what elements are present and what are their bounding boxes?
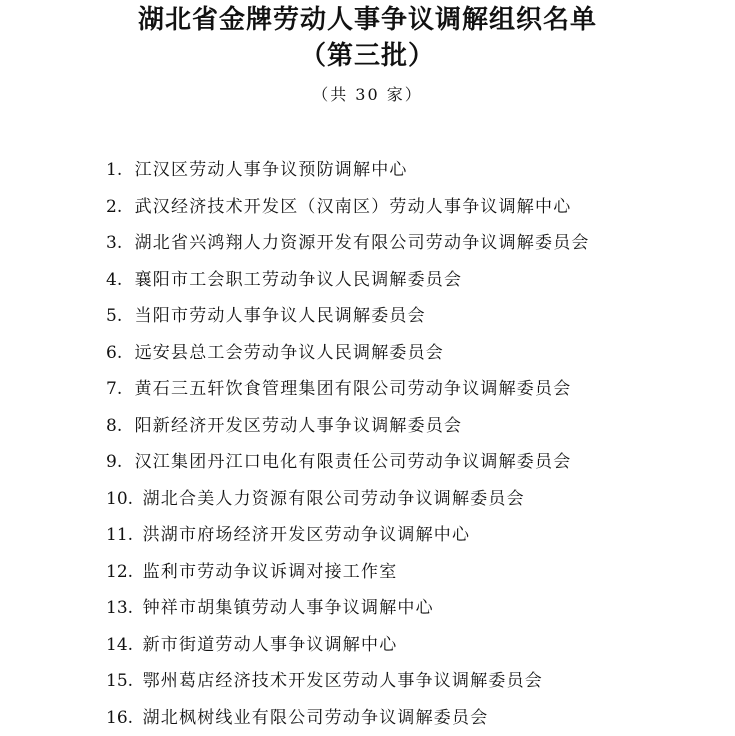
list-item: [106, 262, 590, 299]
list-item: [106, 700, 590, 736]
item-number: 14.: [106, 627, 136, 664]
item-number: 5.: [106, 298, 128, 335]
list-item: [106, 408, 590, 445]
item-name: 监利市劳动争议诉调对接工作室: [143, 562, 398, 582]
list-item: [106, 663, 590, 700]
item-number: 11.: [106, 517, 136, 554]
list-item: [106, 444, 590, 481]
item-number: 3.: [106, 225, 128, 262]
total-count: （共 30 家）: [0, 84, 735, 106]
item-name: 当阳市劳动人事争议人民调解委员会: [135, 306, 426, 326]
list-item: [106, 517, 590, 554]
list-item: [106, 590, 590, 627]
item-name: 湖北省兴鸿翔人力资源开发有限公司劳动争议调解委员会: [135, 233, 590, 253]
item-number: 10.: [106, 481, 136, 518]
item-number: 2.: [106, 189, 128, 226]
item-name: 湖北合美人力资源有限公司劳动争议调解委员会: [143, 489, 525, 509]
item-name: 新市街道劳动人事争议调解中心: [143, 635, 398, 655]
item-name: 洪湖市府场经济开发区劳动争议调解中心: [143, 525, 471, 545]
list-item: [106, 189, 590, 226]
item-name: 武汉经济技术开发区（汉南区）劳动人事争议调解中心: [135, 197, 572, 217]
page-subtitle: （第三批）: [0, 40, 735, 72]
page-title: 湖北省金牌劳动人事争议调解组织名单: [0, 4, 735, 36]
list-item: [106, 371, 590, 408]
list-item: [106, 481, 590, 518]
item-name: 汉江集团丹江口电化有限责任公司劳动争议调解委员会: [135, 452, 572, 472]
organization-list: [106, 152, 590, 736]
list-item: [106, 152, 590, 189]
list-item: [106, 298, 590, 335]
item-name: 鄂州葛店经济技术开发区劳动人事争议调解委员会: [143, 671, 543, 691]
item-number: 7.: [106, 371, 128, 408]
item-number: 4.: [106, 262, 128, 299]
item-number: 1.: [106, 152, 128, 189]
item-name: 远安县总工会劳动争议人民调解委员会: [135, 343, 444, 363]
item-number: 15.: [106, 663, 136, 700]
list-item: [106, 225, 590, 262]
item-number: 9.: [106, 444, 128, 481]
item-name: 钟祥市胡集镇劳动人事争议调解中心: [143, 598, 434, 618]
item-name: 阳新经济开发区劳动人事争议调解委员会: [135, 416, 463, 436]
item-name: 黄石三五轩饮食管理集团有限公司劳动争议调解委员会: [135, 379, 572, 399]
item-number: 6.: [106, 335, 128, 372]
item-number: 16.: [106, 700, 136, 736]
item-name: 湖北枫树线业有限公司劳动争议调解委员会: [143, 708, 489, 728]
list-item: [106, 627, 590, 664]
item-number: 12.: [106, 554, 136, 591]
item-number: 13.: [106, 590, 136, 627]
list-item: [106, 335, 590, 372]
item-number: 8.: [106, 408, 128, 445]
item-name: 襄阳市工会职工劳动争议人民调解委员会: [135, 270, 463, 290]
item-name: 江汉区劳动人事争议预防调解中心: [135, 160, 408, 180]
list-item: [106, 554, 590, 591]
